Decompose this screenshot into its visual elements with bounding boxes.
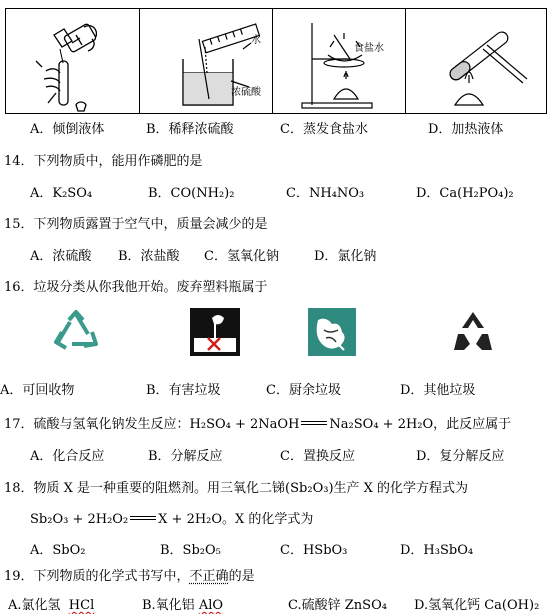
q16-option-c[interactable]: C．厨余垃圾 — [266, 383, 341, 398]
q19-stem — [4, 565, 255, 584]
q17-option-c[interactable]: C．置换反应 — [280, 449, 355, 464]
heat-liquid-image — [405, 9, 546, 113]
q17-stem-right: Na₂SO₄ + 2H₂O，此反应属于 — [329, 417, 512, 432]
q19-option-a-formula: HCl — [68, 598, 95, 613]
q19-option-c-name: C.硫酸锌 — [288, 598, 341, 613]
evaporate-image — [272, 9, 406, 113]
q16-option-b[interactable]: B．有害垃圾 — [146, 383, 221, 398]
q17-option-a[interactable]: A．化合反应 — [30, 449, 105, 464]
q15-option-d[interactable]: D．氯化钠 — [314, 249, 377, 264]
q18-equation — [30, 508, 313, 527]
q17-stem-left: 17．硫酸与氢氧化钠发生反应：H₂SO₄ + 2NaOH — [4, 417, 300, 432]
q19-option-c[interactable] — [288, 594, 387, 613]
q14-option-a[interactable]: A．K₂SO₄ — [30, 186, 93, 201]
salt-water-tag: 食盐水 — [354, 43, 384, 54]
acid-tag: 浓硫酸 — [231, 87, 261, 98]
q13-option-c[interactable]: C．蒸发食盐水 — [280, 122, 368, 137]
q15-option-b[interactable]: B．浓盐酸 — [118, 249, 180, 264]
q19-option-c-formula: ZnSO₄ — [344, 598, 387, 613]
equals-sign — [130, 516, 156, 520]
hazard-bin-icon — [190, 308, 240, 356]
q19-stem-emphasis: 不正确 — [189, 569, 229, 584]
q18-option-c[interactable]: C．HSbO₃ — [280, 543, 348, 558]
q14-option-c[interactable]: C．NH₄NO₃ — [286, 186, 365, 201]
q13-option-b[interactable]: B．稀释浓硫酸 — [146, 122, 234, 137]
q19-option-d-formula: Ca(OH)₂ — [484, 598, 540, 613]
q14-option-d[interactable]: D．Ca(H₂PO₄)₂ — [416, 186, 514, 201]
q15-stem: 15．下列物质露置于空气中，质量会减少的是 — [4, 217, 268, 232]
q19-option-a[interactable] — [8, 594, 94, 613]
other-waste-icon — [450, 310, 496, 354]
q19-option-d-name: D.氢氧化钙 — [414, 598, 481, 613]
q17-stem — [4, 413, 511, 432]
q18-eq-right: X + 2H₂O。X 的化学式为 — [158, 512, 314, 527]
q13-image-table — [5, 8, 547, 114]
recycle-icon — [52, 310, 100, 354]
q18-stem: 18．物质 X 是一种重要的阻燃剂。用三氧化二锑(Sb₂O₃)生产 X 的化学方程式为 — [4, 481, 469, 496]
q18-option-b[interactable]: B．Sb₂O₅ — [160, 543, 221, 558]
q18-eq-left: Sb₂O₃ + 2H₂O₂ — [30, 512, 129, 527]
q19-stem-right: 的是 — [228, 569, 255, 584]
water-tag: 水 — [251, 35, 261, 46]
q15-option-c[interactable]: C．氢氧化钠 — [204, 249, 279, 264]
q17-option-b[interactable]: B．分解反应 — [148, 449, 223, 464]
q19-stem-left: 19．下列物质的化学式书写中， — [4, 569, 190, 584]
q19-option-b-formula: AlO — [198, 598, 224, 613]
q16-stem: 16．垃圾分类从你我他开始。废弃塑料瓶属于 — [4, 280, 268, 295]
pour-liquid-image — [6, 9, 140, 113]
equals-sign — [301, 421, 327, 425]
q14-option-b[interactable]: B．CO(NH₂)₂ — [148, 186, 235, 201]
q18-option-a[interactable]: A．SbO₂ — [30, 543, 86, 558]
q16-option-a[interactable]: A．可回收物 — [0, 383, 75, 398]
q19-option-b[interactable] — [142, 594, 223, 613]
q13-option-a[interactable]: A．倾倒液体 — [30, 122, 105, 137]
q13-option-d[interactable]: D．加热液体 — [428, 122, 504, 137]
q14-stem: 14．下列物质中，能用作磷肥的是 — [4, 154, 203, 169]
q19-option-a-name: A.氯化氢 — [8, 598, 61, 613]
q16-option-d[interactable]: D．其他垃圾 — [400, 383, 476, 398]
q19-option-b-name: B.氧化铝 — [142, 598, 195, 613]
q19-option-d[interactable] — [414, 594, 539, 613]
dilute-acid-image — [139, 9, 273, 113]
q18-option-d[interactable]: D．H₃SbO₄ — [400, 543, 474, 558]
q17-option-d[interactable]: D．复分解反应 — [416, 449, 505, 464]
q15-option-a[interactable]: A．浓硫酸 — [30, 249, 92, 264]
kitchen-waste-icon — [308, 308, 356, 356]
